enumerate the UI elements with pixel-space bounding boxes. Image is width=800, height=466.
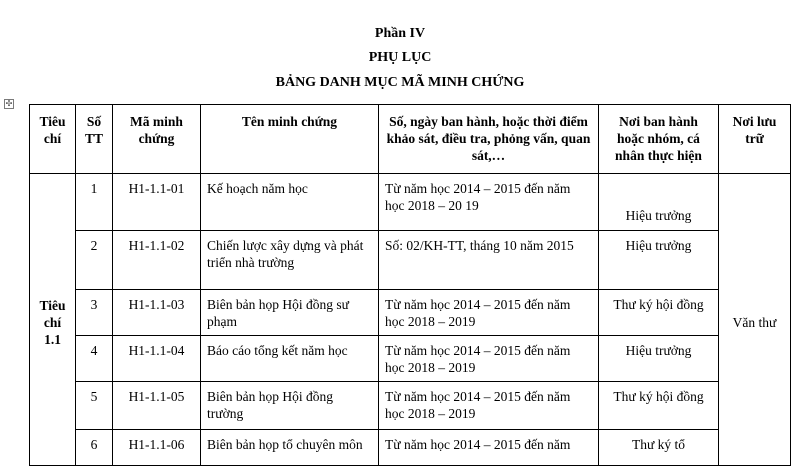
row-number: 4 xyxy=(76,336,113,382)
evidence-name: Biên bản họp Hội đồng trường xyxy=(201,382,379,430)
storage-cell: Văn thư xyxy=(719,174,791,466)
header-date: Số, ngày ban hành, hoặc thời điểm khảo sát, điều tra, phỏng vấn, quan sát,… xyxy=(379,105,599,174)
evidence-code: H1-1.1-03 xyxy=(113,290,201,336)
evidence-issuer: Thư ký hội đồng xyxy=(599,290,719,336)
row-number: 2 xyxy=(76,231,113,290)
header-storage: Nơi lưu trữ xyxy=(719,105,791,174)
row-number: 5 xyxy=(76,382,113,430)
evidence-date: Từ năm học 2014 – 2015 đến năm học 2018 – 2019 xyxy=(379,382,599,430)
evidence-issuer: Hiệu trưởng xyxy=(599,231,719,290)
evidence-code: H1-1.1-05 xyxy=(113,382,201,430)
table-row xyxy=(30,174,791,231)
evidence-name: Chiến lược xây dựng và phát triển nhà trường xyxy=(201,231,379,290)
header-issuer: Nơi ban hành hoặc nhóm, cá nhân thực hiện xyxy=(599,105,719,174)
table-title: BẢNG DANH MỤC MÃ MINH CHỨNG xyxy=(275,75,525,90)
evidence-name: Biên bản họp tổ chuyên môn xyxy=(201,430,379,466)
evidence-code: H1-1.1-04 xyxy=(113,336,201,382)
header-criterion: Tiêu chí xyxy=(30,105,76,174)
header-name: Tên minh chứng xyxy=(201,105,379,174)
evidence-date: Từ năm học 2014 – 2015 đến năm học 2018 – 20 19 xyxy=(379,174,599,231)
criterion-cell: Tiêu chí 1.1 xyxy=(30,174,76,466)
evidence-issuer: Thư ký tổ xyxy=(599,430,719,466)
header-number: Số TT xyxy=(76,105,113,174)
table-row xyxy=(30,290,791,336)
table-row xyxy=(30,382,791,430)
evidence-table xyxy=(29,104,791,466)
evidence-name: Kế hoạch năm học xyxy=(201,174,379,231)
table-row xyxy=(30,336,791,382)
table-row xyxy=(30,231,791,290)
part-heading: Phần IV xyxy=(374,26,426,41)
evidence-issuer: Thư ký hội đồng xyxy=(599,382,719,430)
evidence-date: Từ năm học 2014 – 2015 đến năm học 2018 – 2019 xyxy=(379,290,599,336)
row-number: 1 xyxy=(76,174,113,231)
evidence-code: H1-1.1-06 xyxy=(113,430,201,466)
evidence-name: Báo cáo tổng kết năm học xyxy=(201,336,379,382)
appendix-heading: PHỤ LỤC xyxy=(368,50,432,65)
evidence-issuer: Hiệu trưởng xyxy=(599,174,719,231)
evidence-code: H1-1.1-02 xyxy=(113,231,201,290)
evidence-issuer: Hiệu trưởng xyxy=(599,336,719,382)
header-code: Mã minh chứng xyxy=(113,105,201,174)
move-handle-icon[interactable]: ✣ xyxy=(5,99,13,108)
row-number: 6 xyxy=(76,430,113,466)
evidence-date: Từ năm học 2014 – 2015 đến năm học 2018 – 2019 xyxy=(379,336,599,382)
row-number: 3 xyxy=(76,290,113,336)
table-row xyxy=(30,430,791,466)
evidence-name: Biên bản họp Hội đồng sư phạm xyxy=(201,290,379,336)
evidence-date: Số: 02/KH-TT, tháng 10 năm 2015 xyxy=(379,231,599,290)
evidence-code: H1-1.1-01 xyxy=(113,174,201,231)
evidence-date: Từ năm học 2014 – 2015 đến năm xyxy=(379,430,599,466)
table-header-row xyxy=(30,105,791,174)
